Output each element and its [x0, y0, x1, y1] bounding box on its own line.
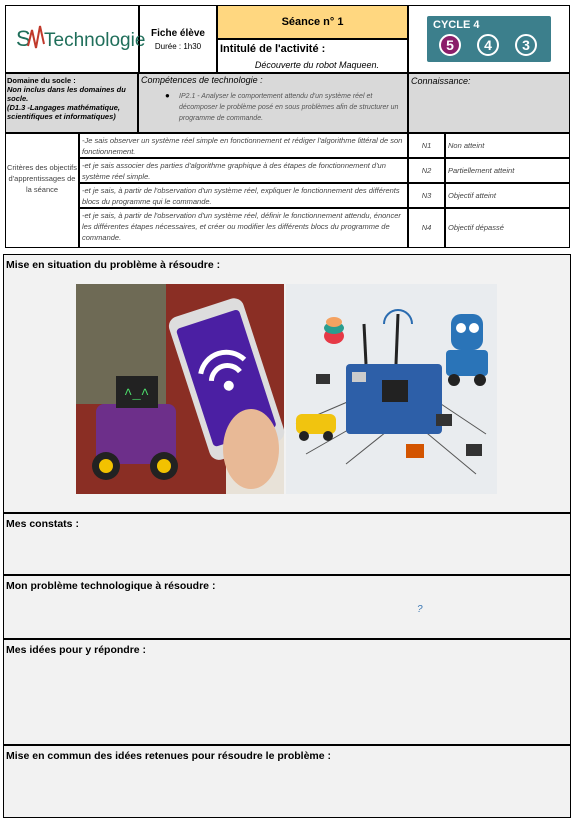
intitule-cell — [217, 39, 408, 73]
domaine-label: Domaine du socle : — [7, 76, 76, 85]
section-constats-title: Mes constats : — [6, 518, 79, 530]
circuit-board-robot-image — [286, 284, 497, 494]
competence-item: IP2.1 - Analyser le comportement attendu d'un système réel et décomposer le problème posé en sous problèmes afin de structurer un programme de commande. — [179, 93, 399, 122]
level-n2: N2 — [408, 158, 445, 183]
section-constats — [3, 513, 571, 575]
logo — [5, 5, 146, 73]
svg-text:S: S — [16, 26, 31, 51]
logo-mark — [14, 20, 146, 56]
domaine-socle — [5, 73, 138, 133]
section-commun-title: Mise en commun des idées retenues pour résoudre le problème : — [6, 750, 332, 762]
competences-cell — [138, 73, 408, 133]
cycle-level-5: 5 — [439, 34, 461, 56]
connaissance-cell — [408, 73, 570, 133]
intitule-value: Découverte du robot Maqueen. — [254, 60, 379, 70]
svg-text:^_^: ^_^ — [124, 387, 150, 403]
criteres-label: Critères des objectifs d'apprentissages de la séance — [5, 133, 79, 248]
domaine-code: (D1.3 -Langages mathématique, scientifiques et informatiques) — [7, 103, 120, 121]
level-n3-label: Objectif atteint — [445, 183, 570, 208]
intitule-label: Intitulé de l'activité : — [220, 43, 326, 55]
fiche-duration: Durée : 1h30 — [154, 42, 202, 51]
competences-label: Compétences de technologie : — [141, 75, 263, 85]
cycle-level-3: 3 — [515, 34, 537, 56]
cycle-level-4: 4 — [477, 34, 499, 56]
section-situation-title: Mise en situation du problème à résoudre : — [6, 259, 221, 271]
connaissance-label: Connaissance: — [411, 76, 471, 86]
critere-row-2: -et je sais associer des parties d'algorithme graphique à des étapes de fonctionnement d'un système réel simple. — [79, 158, 408, 183]
cycle-cell — [408, 5, 570, 73]
section-probleme — [3, 575, 571, 639]
section-idees-title: Mes idées pour y répondre : — [6, 644, 147, 656]
critere-row-1: -Je sais observer un système réel simple en fonctionnement et rédiger l'algorithme littéral de son fonctionnement. — [79, 133, 408, 158]
section-mise-en-commun — [3, 745, 571, 818]
cycle-badge — [427, 16, 551, 62]
cycle-label: CYCLE 4 — [433, 19, 480, 31]
level-n2-label: Partiellement atteint — [445, 158, 570, 183]
probleme-value: ? — [417, 604, 423, 615]
robot-phone-illustration — [76, 284, 284, 494]
section-idees — [3, 639, 571, 745]
seance-number: Séance n° 1 — [217, 5, 408, 39]
section-probleme-title: Mon problème technologique à résoudre : — [6, 580, 216, 592]
critere-row-4: -et je sais, à partir de l'observation d'un système réel, définir le fonctionnement attendu, énoncer les différentes étapes nécessaires, et créer ou modifier les différents blocs du programme de commande. — [79, 208, 408, 248]
level-n1-label: Non atteint — [445, 133, 570, 158]
level-n4-label: Objectif dépassé — [445, 208, 570, 248]
fiche-title: Fiche élève — [151, 28, 205, 39]
svg-text:Technologie: Technologie — [44, 30, 146, 51]
fiche-eleve-cell — [139, 5, 217, 73]
robot-phone-wifi-image — [76, 284, 284, 494]
level-n3: N3 — [408, 183, 445, 208]
level-n4: N4 — [408, 208, 445, 248]
domaine-text: Non inclus dans les domaines du socle. — [7, 85, 126, 103]
bullet-icon: ● — [165, 91, 170, 100]
level-n1: N1 — [408, 133, 445, 158]
critere-row-3: -et je sais, à partir de l'observation d'un système réel, expliquer le fonctionnement des différents blocs du programme qui le commande. — [79, 183, 408, 208]
circuit-illustration — [286, 284, 497, 494]
